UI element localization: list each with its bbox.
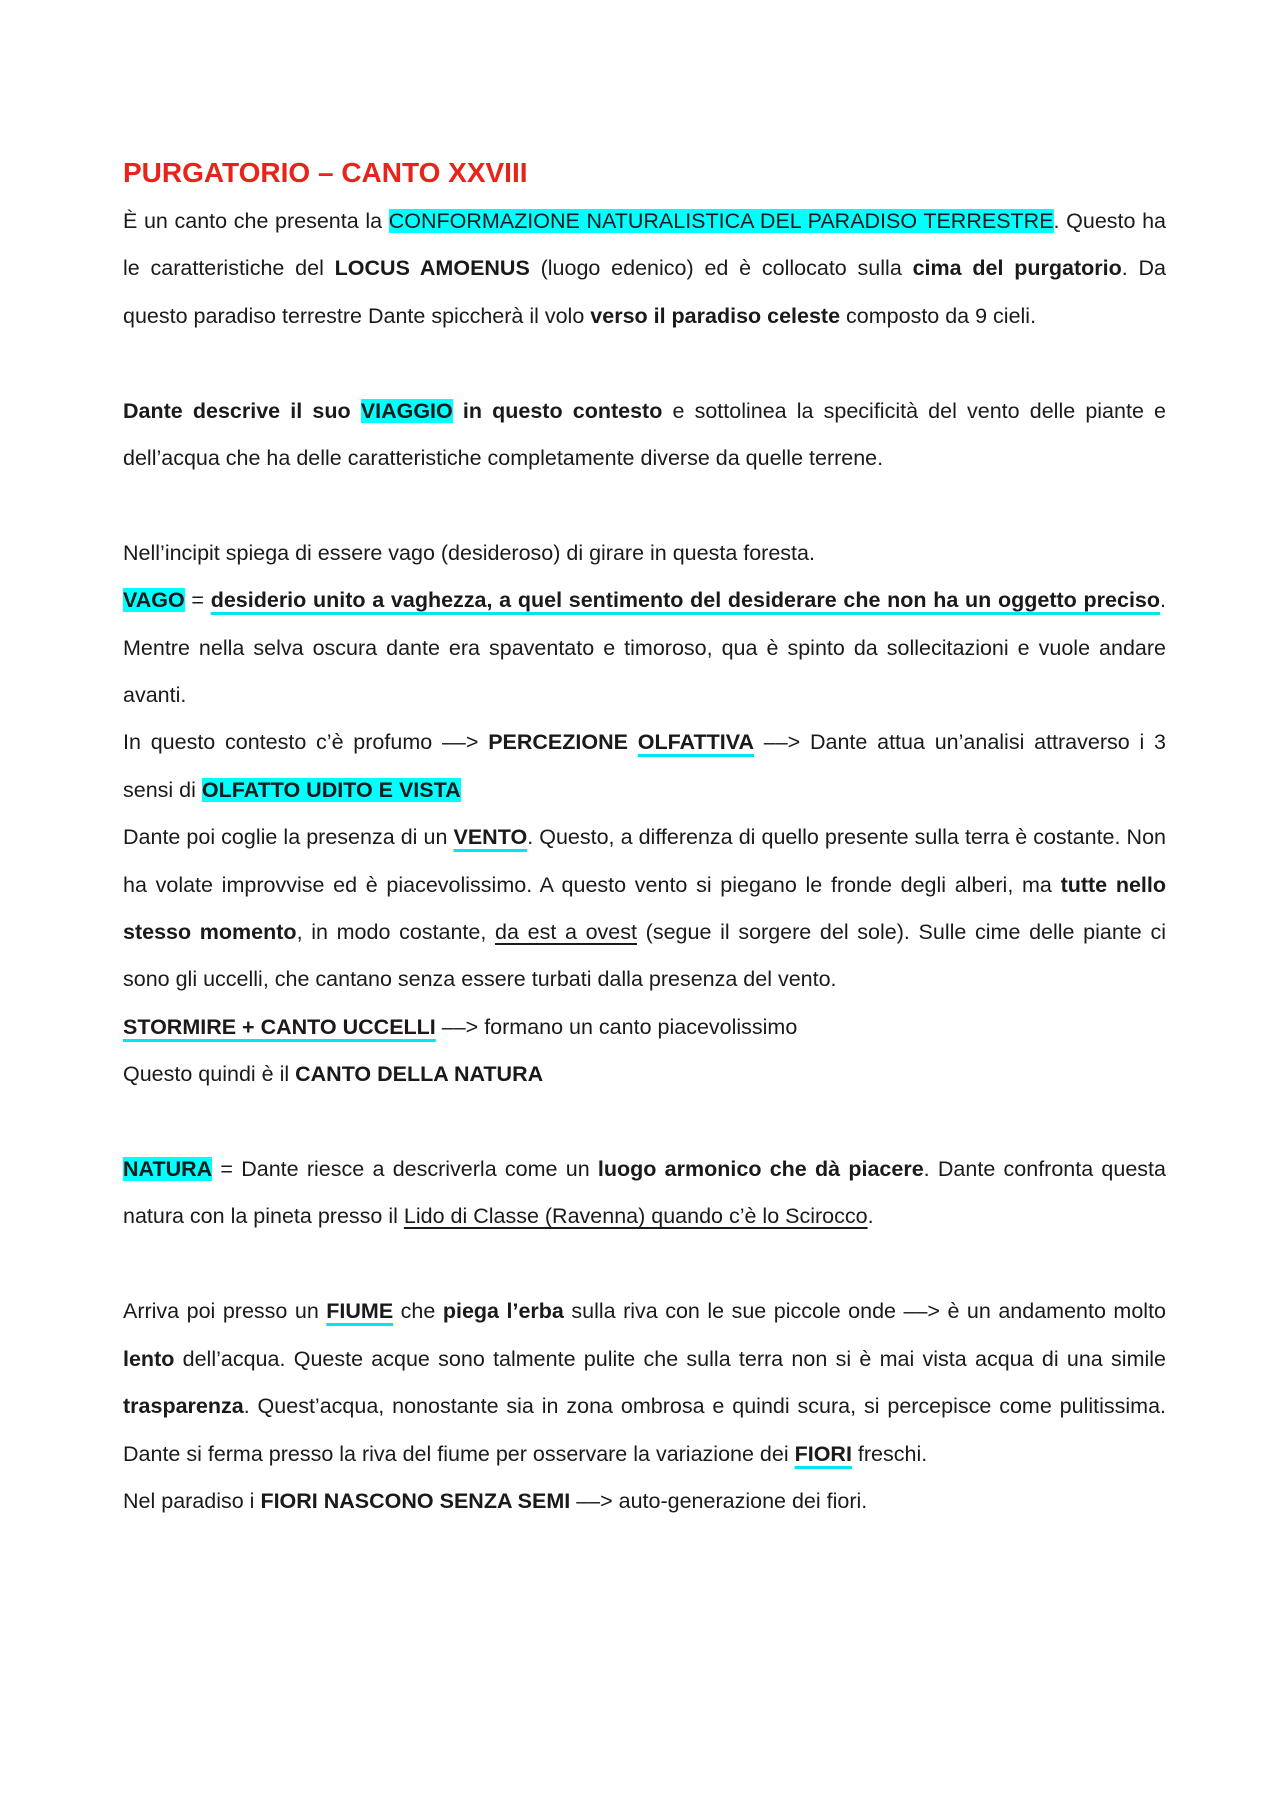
underline-vento: VENTO <box>453 825 528 850</box>
bold-locus-amoenus: LOCUS AMOENUS <box>334 256 530 281</box>
underline-lido: Lido di Classe (Ravenna) quando c’è lo Scirocco <box>403 1204 868 1229</box>
highlight-viaggio: VIAGGIO <box>360 398 453 423</box>
document-title: PURGATORIO – CANTO XXVIII <box>123 157 528 188</box>
spacer <box>123 340 1166 387</box>
spacer <box>123 1099 1166 1146</box>
paragraph-stormire: STORMIRE + CANTO UCCELLI ––> formano un canto piacevolissimo <box>123 1014 798 1039</box>
paragraph-incipit: Nell’incipit spiega di essere vago (desideroso) di girare in questa foresta. <box>123 540 815 565</box>
paragraph-semi: Nel paradiso i FIORI NASCONO SENZA SEMI ––> auto-generazione dei fiori. <box>123 1488 868 1513</box>
paragraph-vago: VAGO = desiderio unito a vaghezza, a quel sentimento del desiderare che non ha un oggetto preciso. Mentre nella selva oscura dante era spaventato e timoroso, qua è spinto da sollecitazioni e vuole andare avanti. <box>123 588 1166 708</box>
definition-vago: desiderio unito a vaghezza, a quel sentimento del desiderare che non ha un oggetto preciso <box>210 588 1161 613</box>
spacer <box>123 1241 1166 1288</box>
bold-cima: cima del purgatorio <box>912 256 1122 281</box>
paragraph-viaggio: Dante descrive il suo VIAGGIO in questo contesto e sottolinea la specificità del vento delle piante e dell’acqua che ha delle caratteristiche completamente diverse da quelle terrene. <box>123 398 1167 471</box>
paragraph-fiume: Arriva poi presso un FIUME che piega l’erba sulla riva con le sue piccole onde ––> è un andamento molto lento dell’acqua. Queste acque sono talmente pulite che sulla terra non si è mai vista acqua di una simile trasparenza. Quest’acqua, nonostante sia in zona ombrosa e quindi scura, si percepisce come pulitissima. Dante si ferma presso la riva del fiume per osservare la variazione dei FIORI freschi. <box>123 1299 1166 1466</box>
underline-fiori: FIORI <box>794 1441 852 1466</box>
underline-est-ovest: da est a ovest <box>495 920 637 945</box>
spacer <box>123 482 1166 529</box>
highlight-vago: VAGO <box>123 588 185 613</box>
highlight-natura: NATURA <box>123 1157 213 1182</box>
document-page <box>123 150 1166 1525</box>
paragraph-canto-natura: Questo quindi è il CANTO DELLA NATURA <box>123 1062 544 1087</box>
highlight-conformazione: CONFORMAZIONE NATURALISTICA DEL PARADISO TERRESTRE <box>388 209 1054 233</box>
paragraph-percezione: In questo contesto c’è profumo ––> PERCEZIONE OLFATTIVA ––> Dante attua un’analisi attraverso i 3 sensi di OLFATTO UDITO E VISTA <box>123 730 1166 802</box>
paragraph-intro: È un canto che presenta la CONFORMAZIONE NATURALISTICA DEL PARADISO TERRESTRE. Questo ha le caratteristiche del LOCUS AMOENUS (luogo edenico) ed è collocato sulla cima del purgatorio. Da questo paradiso terrestre Dante spiccherà il volo verso il paradiso celeste composto da 9 cieli. <box>123 209 1167 328</box>
underline-fiume: FIUME <box>326 1299 394 1324</box>
bold-paradiso-celeste: verso il paradiso celeste <box>590 303 841 328</box>
highlight-sensi: OLFATTO UDITO E VISTA <box>201 777 461 802</box>
underline-olfattiva: OLFATTIVA <box>637 730 754 755</box>
paragraph-natura: NATURA = Dante riesce a descriverla come un luogo armonico che dà piacere. Dante confronta questa natura con la pineta presso il Lido di Classe (Ravenna) quando c’è lo Scirocco. <box>123 1157 1166 1229</box>
paragraph-vento: Dante poi coglie la presenza di un VENTO. Questo, a differenza di quello presente sulla terra è costante. Non ha volate improvvise ed è piacevolissimo. A questo vento si piegano le fronde degli alberi, ma tutte nello stesso momento, in modo costante, da est a ovest (segue il sorgere del sole). Sulle cime delle piante ci sono gli uccelli, che cantano senza essere turbati dalla presenza del vento. <box>123 825 1166 992</box>
underline-stormire: STORMIRE + CANTO UCCELLI <box>123 1014 436 1039</box>
